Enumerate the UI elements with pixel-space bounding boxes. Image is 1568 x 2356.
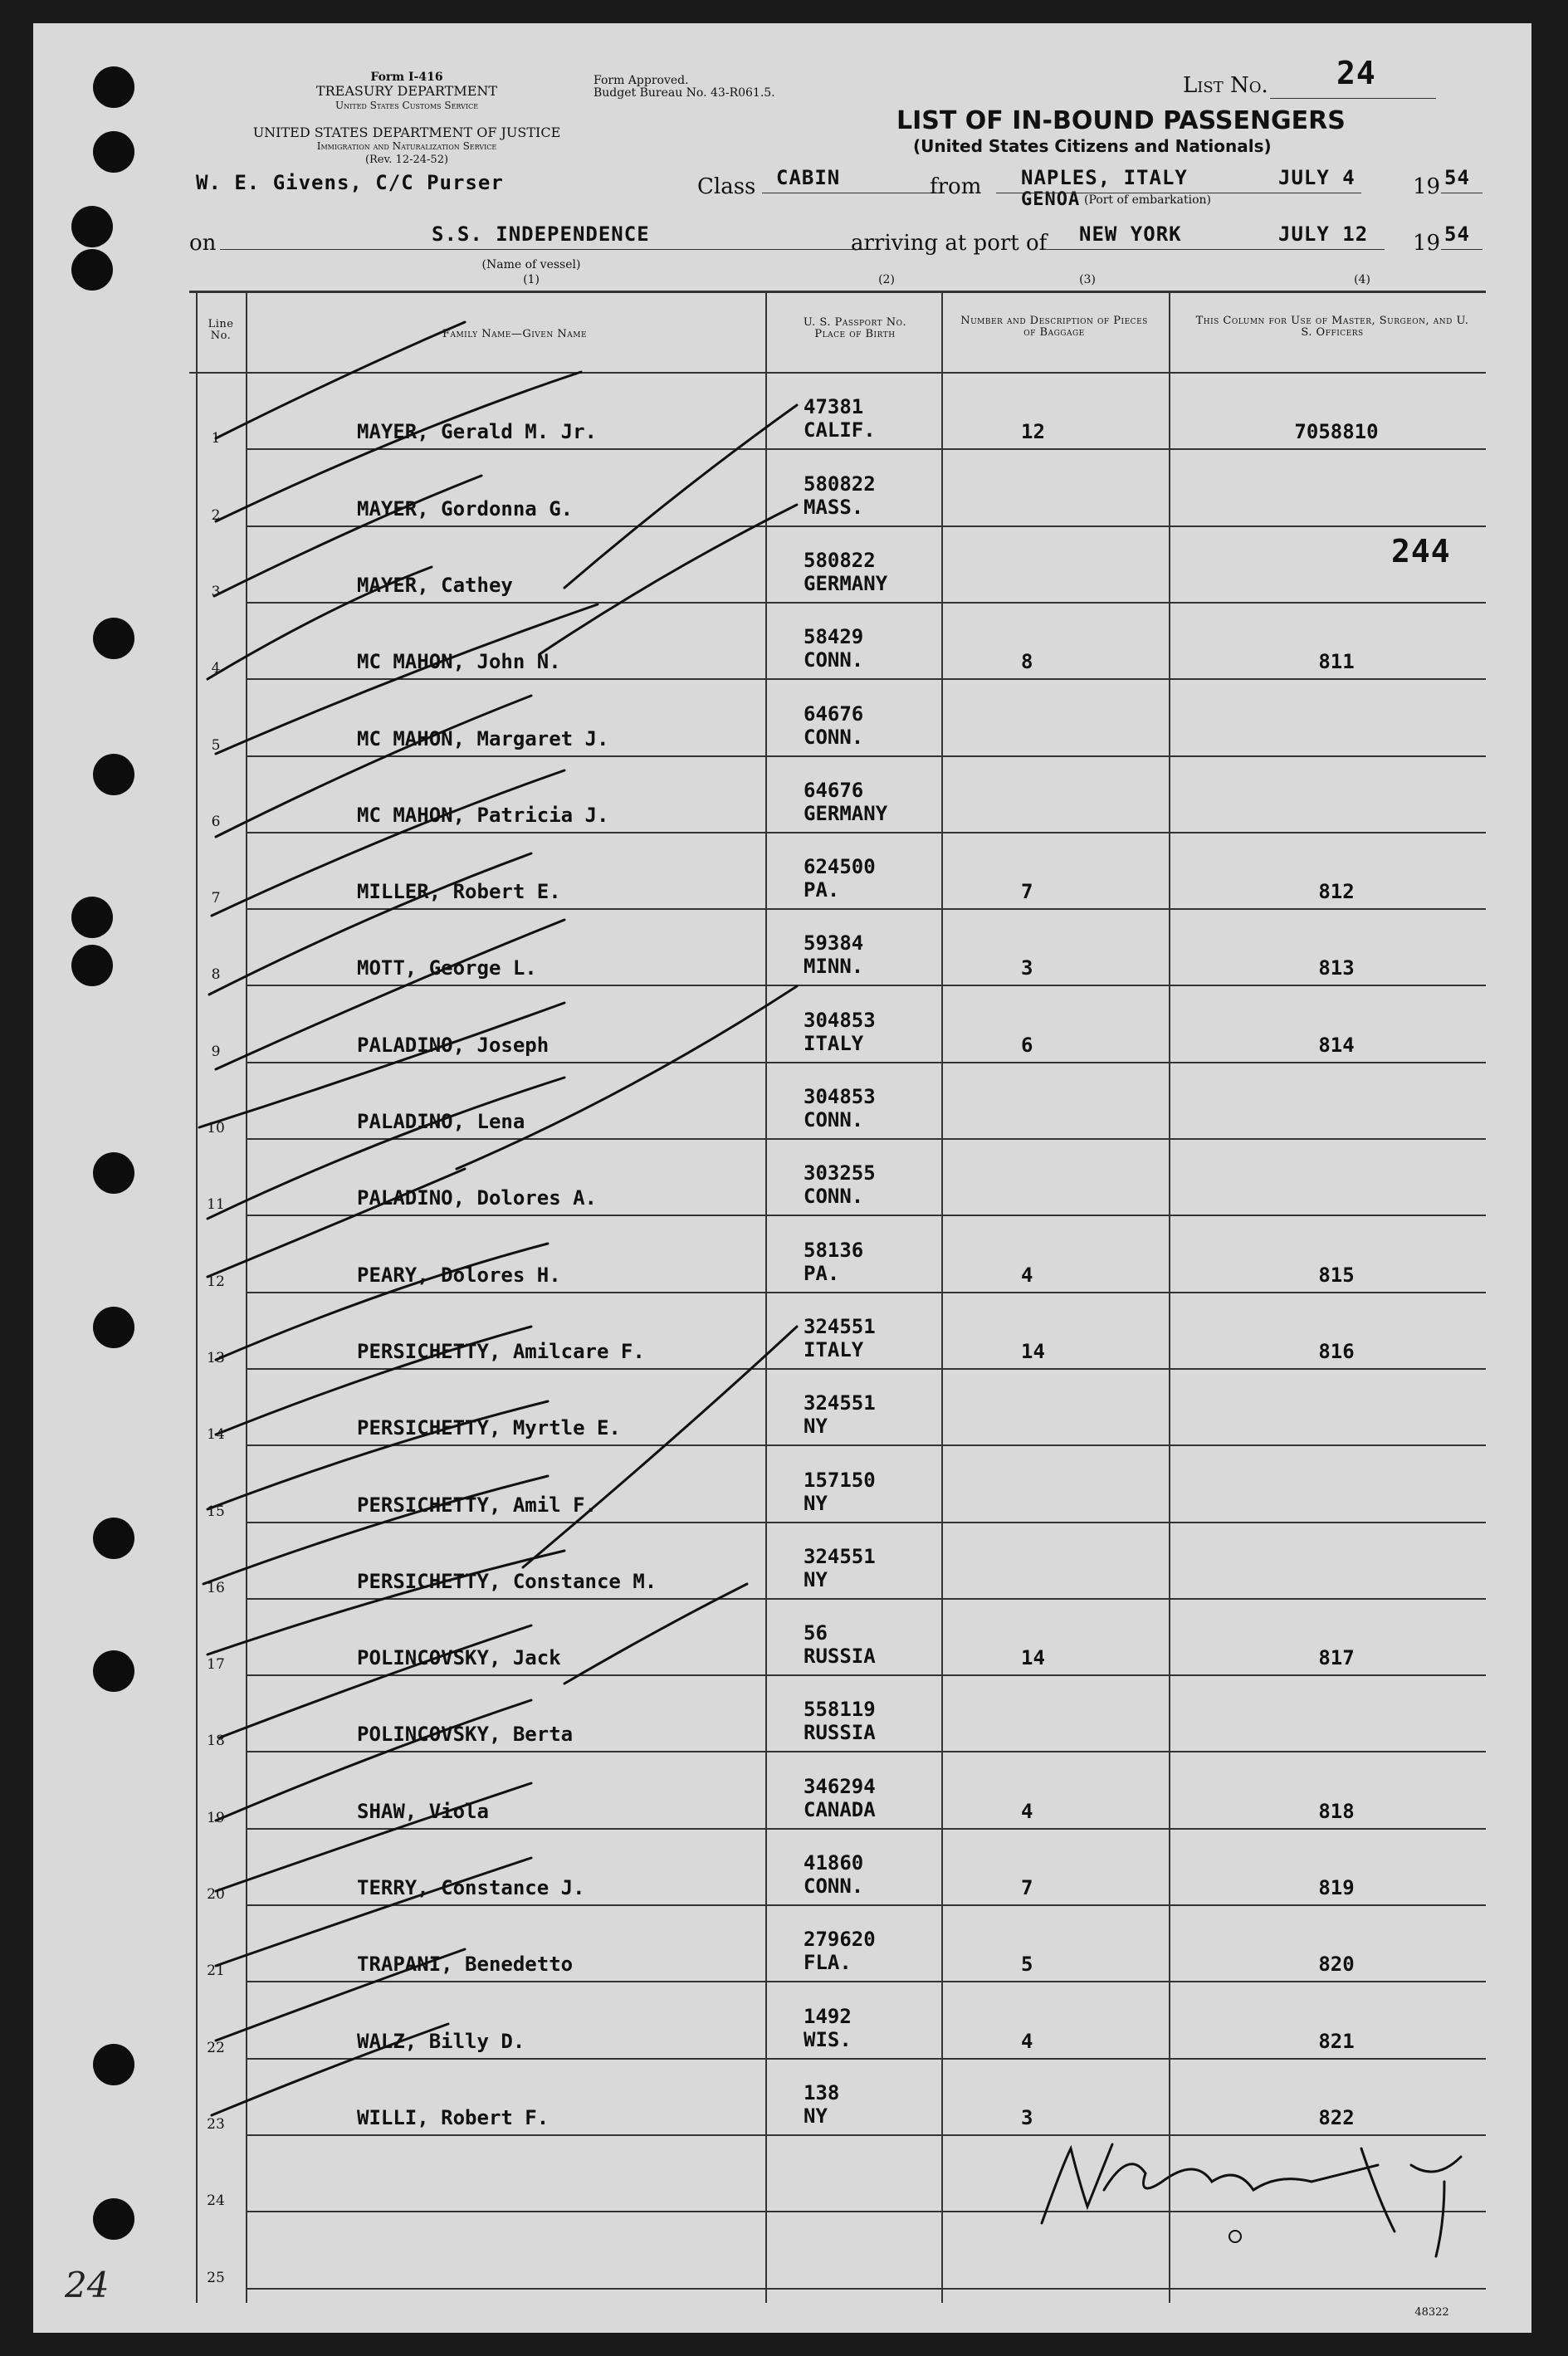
- header-line-no: Line No.: [208, 318, 234, 342]
- passenger-name: MAYER, Gordonna G.: [357, 496, 574, 521]
- passport-number: 346294: [804, 1774, 876, 1798]
- slash-mark: [523, 1327, 797, 1567]
- passport-number: 64676: [804, 701, 864, 726]
- line-number: 16: [207, 1579, 225, 1596]
- place-of-birth: RUSSIA: [804, 1721, 876, 1745]
- form-number: Form I-416: [370, 71, 443, 84]
- place-of-birth: RUSSIA: [804, 1645, 876, 1669]
- line-number: 17: [207, 1656, 225, 1674]
- passenger-name: SHAW, Viola: [357, 1799, 489, 1823]
- officer-number: 815: [1318, 1263, 1355, 1287]
- passport-number: 58136: [804, 1238, 864, 1262]
- immigration-service: Immigration and Naturalization Service: [316, 140, 497, 152]
- officer-number: 813: [1318, 956, 1355, 980]
- justice-department: UNITED STATES DEPARTMENT OF JUSTICE: [252, 125, 561, 140]
- line-number: 9: [211, 1043, 221, 1060]
- place-of-birth: MINN.: [804, 955, 864, 979]
- passenger-name: MC MAHON, Patricia J.: [357, 803, 609, 827]
- passenger-name: PALADINO, Dolores A.: [357, 1186, 597, 1210]
- passenger-name: TRAPANI, Benedetto: [357, 1953, 574, 1977]
- column-number-1: (1): [523, 273, 540, 286]
- slash-mark: [199, 1003, 564, 1127]
- officer-number: 821: [1318, 2029, 1355, 2053]
- arrival-date: JULY 12: [1278, 222, 1369, 246]
- footer-code: 48322: [1414, 2306, 1449, 2319]
- line-number: 7: [211, 890, 221, 907]
- passport-number: 304853: [804, 1085, 876, 1108]
- officer-number: 822: [1318, 2105, 1355, 2129]
- passenger-name: MC MAHON, Margaret J.: [357, 726, 609, 750]
- passenger-name: PALADINO, Lena: [357, 1110, 525, 1133]
- place-of-birth: CONN.: [804, 1875, 864, 1898]
- depart-date: JULY 4: [1278, 166, 1356, 189]
- passport-number: 56: [804, 1621, 828, 1645]
- customs-service: United States Customs Service: [335, 100, 479, 111]
- place-of-birth: PA.: [804, 878, 840, 902]
- vessel-name: S.S. INDEPENDENCE: [432, 222, 650, 246]
- officer-number: 820: [1318, 1953, 1355, 1977]
- baggage-count: 4: [1021, 2029, 1033, 2053]
- place-of-birth: CONN.: [804, 725, 864, 749]
- place-of-birth: WIS.: [804, 2027, 852, 2051]
- passenger-name: MOTT, George L.: [357, 956, 537, 980]
- passport-number: 47381: [804, 395, 864, 419]
- officer-number: 818: [1318, 1799, 1355, 1823]
- slash-mark: [216, 322, 465, 438]
- passenger-name: WALZ, Billy D.: [357, 2029, 525, 2053]
- passenger-name: MAYER, Cathey: [357, 573, 513, 597]
- budget-bureau: Budget Bureau No. 43-R061.5.: [593, 86, 775, 100]
- purser: W. E. Givens, C/C Purser: [196, 171, 504, 194]
- line-number: 1: [211, 430, 221, 447]
- place-of-birth: ITALY: [804, 1337, 864, 1361]
- line-number: 3: [211, 583, 221, 600]
- line-number: 5: [211, 736, 221, 754]
- slash-mark: [214, 476, 481, 596]
- place-of-birth: ITALY: [804, 1031, 864, 1055]
- baggage-count: 4: [1021, 1263, 1033, 1287]
- line-number: 15: [207, 1503, 225, 1520]
- line-number: 12: [207, 1273, 225, 1290]
- baggage-count: 6: [1021, 1033, 1033, 1057]
- place-of-birth: CALIF.: [804, 418, 876, 442]
- handwritten-marks: [33, 23, 1531, 2333]
- arrival-year-prefix: 19: [1413, 231, 1441, 256]
- vessel-note: (Name of vessel): [481, 258, 581, 271]
- line-number: 2: [211, 506, 221, 524]
- line-number: 13: [207, 1349, 225, 1366]
- slash-mark: [216, 372, 581, 521]
- place-of-birth: GERMANY: [804, 801, 888, 825]
- place-of-birth: CANADA: [804, 1797, 876, 1821]
- line-number: 24: [207, 2192, 225, 2210]
- from-label: from: [930, 174, 982, 199]
- passenger-name: POLINCOVSKY, Jack: [357, 1646, 561, 1670]
- officer-number: 819: [1318, 1876, 1355, 1899]
- passenger-name: PERSICHETTY, Constance M.: [357, 1569, 657, 1593]
- baggage-count: 4: [1021, 1799, 1033, 1823]
- column-number-3: (3): [1079, 273, 1096, 286]
- place-of-birth: NY: [804, 1491, 828, 1515]
- place-of-birth: MASS.: [804, 495, 864, 519]
- baggage-count: 8: [1021, 650, 1033, 674]
- officer-number: 816: [1318, 1339, 1355, 1363]
- slash-mark: [216, 1244, 548, 1360]
- place-of-birth: FLA.: [804, 1951, 852, 1975]
- slash-mark: [216, 1949, 465, 2041]
- document-subtitle: (United States Citizens and Nationals): [913, 136, 1272, 156]
- depart-year-prefix: 19: [1413, 174, 1441, 199]
- passport-number: 41860: [804, 1851, 864, 1875]
- class-value: CABIN: [776, 166, 841, 189]
- slash-mark: [457, 986, 797, 1169]
- slash-mark: [212, 770, 564, 916]
- baggage-count: 7: [1021, 1876, 1033, 1899]
- line-number: 4: [211, 660, 221, 677]
- line-number: 14: [207, 1426, 225, 1444]
- passport-number: 64676: [804, 778, 864, 802]
- header-name: Family Name—Given Name: [442, 328, 588, 340]
- slash-mark: [209, 853, 531, 995]
- baggage-count: 12: [1021, 420, 1045, 444]
- slash-mark: [564, 1584, 747, 1684]
- passenger-name: PALADINO, Joseph: [357, 1033, 550, 1057]
- line-number: 8: [211, 966, 221, 984]
- passport-number: 558119: [804, 1698, 876, 1722]
- document-title: LIST OF IN-BOUND PASSENGERS: [896, 106, 1346, 135]
- passport-number: 279620: [804, 1928, 876, 1952]
- baggage-count: 14: [1021, 1646, 1045, 1670]
- line-number: 18: [207, 1733, 225, 1750]
- baggage-count: 5: [1021, 1953, 1033, 1977]
- on-label: on: [189, 231, 217, 256]
- passport-number: 1492: [804, 2004, 852, 2028]
- baggage-count: 3: [1021, 956, 1033, 980]
- column-number-4: (4): [1354, 273, 1370, 286]
- line-number: 25: [207, 2269, 225, 2286]
- line-number: 21: [207, 1963, 225, 1980]
- form-revision: (Rev. 12-24-52): [364, 154, 449, 166]
- port-embarkation-note: (Port of embarkation): [1084, 193, 1211, 207]
- slash-mark: [216, 920, 564, 1069]
- slash-mark: [212, 2024, 448, 2115]
- passport-number: 157150: [804, 1468, 876, 1492]
- officer-number: 811: [1318, 650, 1355, 674]
- passport-number: 624500: [804, 855, 876, 879]
- line-number: 19: [207, 1809, 225, 1826]
- baggage-count: 7: [1021, 880, 1033, 904]
- place-of-birth: CONN.: [804, 1185, 864, 1209]
- arrival-year: 54: [1444, 222, 1470, 246]
- passport-number: 324551: [804, 1544, 876, 1568]
- treasury-department: TREASURY DEPARTMENT: [315, 83, 498, 99]
- baggage-count: 14: [1021, 1339, 1045, 1363]
- list-no-value: 24: [1336, 55, 1376, 91]
- place-of-birth: GERMANY: [804, 571, 888, 595]
- officer-number: 814: [1318, 1033, 1355, 1057]
- place-of-birth: PA.: [804, 1261, 840, 1285]
- header-passport: U. S. Passport No. Place of Birth: [803, 316, 907, 340]
- depart-year: 54: [1444, 166, 1470, 189]
- header-officers: This Column for Use of Master, Surgeon, and U. S. Officers: [1195, 315, 1469, 339]
- slash-mark: [540, 505, 797, 654]
- arriving-label: arriving at port of: [851, 231, 1048, 256]
- line-number: 6: [211, 813, 221, 830]
- column-number-2: (2): [878, 273, 895, 286]
- slash-mark: [208, 1551, 564, 1655]
- passport-number: 303255: [804, 1161, 876, 1185]
- officer-number: 7058810: [1294, 420, 1379, 444]
- passport-number: 580822: [804, 548, 876, 572]
- passenger-name: POLINCOVSKY, Berta: [357, 1723, 574, 1747]
- stamp-number: 244: [1391, 533, 1451, 569]
- place-of-birth: NY: [804, 2104, 828, 2128]
- passenger-name: PERSICHETTY, Amil F.: [357, 1493, 597, 1517]
- line-number: 10: [207, 1120, 225, 1136]
- passenger-name: TERRY, Constance J.: [357, 1876, 585, 1899]
- line-number: 20: [207, 1886, 225, 1903]
- passenger-name: MILLER, Robert E.: [357, 880, 561, 904]
- passport-number: 138: [804, 2080, 840, 2104]
- signature: [1042, 2144, 1461, 2256]
- passport-number: 580822: [804, 472, 876, 496]
- form-approved: Form Approved.: [593, 74, 689, 87]
- passenger-name: PERSICHETTY, Myrtle E.: [357, 1416, 621, 1440]
- passport-number: 324551: [804, 1314, 876, 1338]
- place-of-birth: CONN.: [804, 1108, 864, 1132]
- passenger-name: PERSICHETTY, Amilcare F.: [357, 1339, 645, 1363]
- passport-number: 304853: [804, 1008, 876, 1032]
- list-no-label: List No.: [1183, 73, 1268, 98]
- passport-number: 59384: [804, 931, 864, 956]
- slash-mark: [564, 405, 797, 588]
- officer-number: 812: [1318, 880, 1355, 904]
- line-number: 23: [207, 2115, 225, 2133]
- slash-mark: [216, 604, 598, 754]
- baggage-count: 3: [1021, 2105, 1033, 2129]
- place-of-birth: NY: [804, 1415, 828, 1439]
- passenger-name: WILLI, Robert F.: [357, 2105, 550, 2129]
- line-number: 22: [207, 2039, 225, 2056]
- passport-number: 58429: [804, 625, 864, 649]
- passport-number: 324551: [804, 1391, 876, 1415]
- signature-dot: [1229, 2231, 1241, 2242]
- passenger-name: MAYER, Gerald M. Jr.: [357, 420, 597, 444]
- manifest-page: [33, 23, 1531, 2333]
- slash-mark: [220, 1625, 531, 1738]
- line-number: 11: [207, 1196, 225, 1214]
- slash-mark: [208, 1078, 564, 1219]
- slash-mark: [208, 1169, 465, 1277]
- place-of-birth: NY: [804, 1567, 828, 1591]
- class-label: Class: [697, 174, 756, 199]
- slash-mark: [216, 696, 531, 837]
- from-port-alt: GENOA: [1021, 189, 1081, 210]
- slash-mark: [216, 1700, 531, 1821]
- arrival-port: NEW YORK: [1079, 222, 1182, 246]
- header-baggage: Number and Description of Pieces of Baggage: [960, 315, 1148, 339]
- officer-number: 817: [1318, 1646, 1355, 1670]
- place-of-birth: CONN.: [804, 648, 864, 672]
- page-handwritten: 24: [65, 2265, 110, 2305]
- passenger-name: PEARY, Dolores H.: [357, 1263, 561, 1287]
- passenger-name: MC MAHON, John N.: [357, 650, 561, 674]
- from-port: NAPLES, ITALY: [1021, 166, 1188, 189]
